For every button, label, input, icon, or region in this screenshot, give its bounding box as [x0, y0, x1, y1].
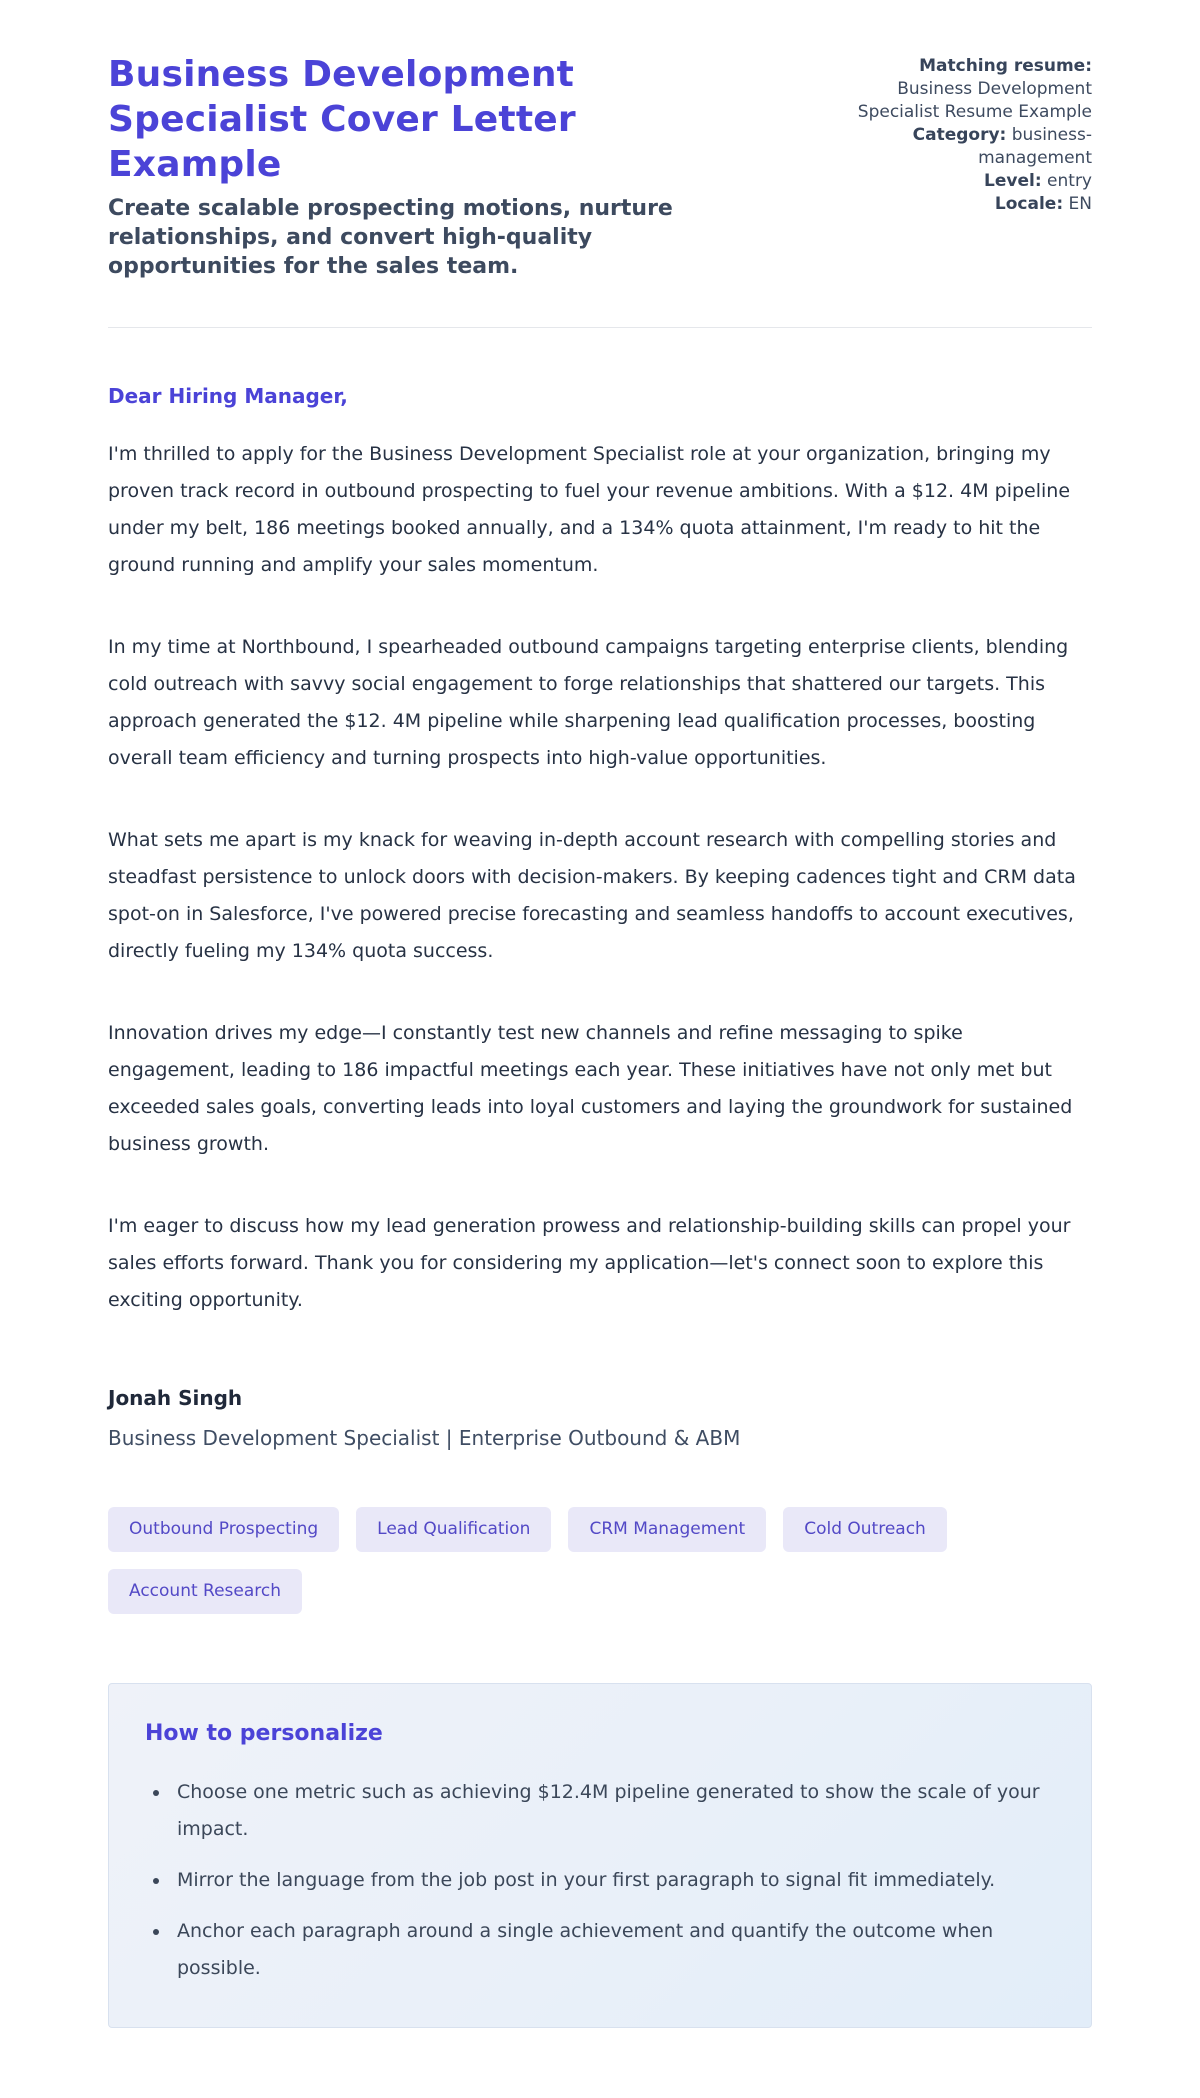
skill-tag-account-research[interactable]: Account Research: [108, 1569, 302, 1614]
personalize-tip: • Mirror the language from the job post in your first paragraph to signal fit immediately.: [171, 1862, 1053, 1899]
skill-tags-row: [108, 1507, 1092, 1614]
signature-block: [108, 1385, 1092, 1452]
meta-level-label: Level:: [984, 171, 1042, 191]
letter-paragraph: In my time at Northbound, I spearheaded outbound campaigns targeting enterprise clients, blending cold outreach with savvy social engagement to forge relationships that shattered our targets. This approach generated the $12. 4M pipeline while sharpening lead qualification processes, boosting overall team efficiency and turning prospects into high-value opportunities.: [108, 636, 1069, 769]
meta-locale: [844, 193, 1092, 216]
signature-role: Business Development Specialist | Enterprise Outbound & ABM: [108, 1426, 741, 1450]
page-title: Business Development Specialist Cover Letter Example: [108, 54, 576, 185]
resume-meta-block: [844, 55, 1092, 216]
personalize-tip: • Choose one metric such as achieving $12.4M pipeline generated to show the scale of your impact.: [171, 1774, 1053, 1848]
meta-level: [844, 170, 1092, 193]
meta-locale-value: EN: [1068, 194, 1092, 214]
letter-paragraph: I'm eager to discuss how my lead generation prowess and relationship-building skills can propel your sales efforts forward. Thank you for considering my application—let's connect soon to explore this exciting opportunity.: [108, 1215, 1071, 1311]
meta-category-label: Category:: [912, 125, 1007, 145]
skill-tag-lead-qualification[interactable]: Lead Qualification: [356, 1507, 551, 1552]
how-to-personalize-box: [108, 1683, 1092, 2028]
letter-greeting: Dear Hiring Manager,: [108, 384, 348, 408]
skill-tag-cold-outreach[interactable]: Cold Outreach: [783, 1507, 947, 1552]
meta-locale-label: Locale:: [994, 194, 1064, 214]
meta-matching-resume: [844, 55, 1092, 124]
skill-tag-outbound-prospecting[interactable]: Outbound Prospecting: [108, 1507, 339, 1552]
meta-category: [844, 124, 1092, 170]
meta-level-value: entry: [1047, 171, 1092, 191]
page-header: [108, 52, 1092, 281]
personalize-tip: • Anchor each paragraph around a single achievement and quantify the outcome when possible.: [171, 1913, 1053, 1987]
letter-body: [108, 436, 1092, 1319]
cover-letter-page: [108, 0, 1092, 2098]
meta-matching-resume-value: Business Development Specialist Resume Example: [857, 79, 1092, 122]
letter-paragraph: What sets me apart is my knack for weaving in-depth account research with compelling stories and steadfast persistence to unlock doors with decision-makers. By keeping cadences tight and CRM data spot-on in Salesforce, I've powered precise forecasting and seamless handoffs to account executives, directly fueling my 134% quota success.: [108, 829, 1076, 962]
how-to-personalize-heading: How to personalize: [145, 1721, 383, 1746]
page-subtitle: Create scalable prospecting motions, nurture relationships, and convert high-quality opportunities for the sales team.: [108, 196, 673, 279]
letter-paragraph: I'm thrilled to apply for the Business Development Specialist role at your organization, bringing my proven track record in outbound prospecting to fuel your revenue ambitions. With a $12. 4M pipeline under my belt, 186 meetings booked annually, and a 134% quota attainment, I'm ready to hit the ground running and amplify your sales momentum.: [108, 443, 1071, 576]
signature-name: Jonah Singh: [108, 1386, 243, 1410]
skill-tag-crm-management[interactable]: CRM Management: [568, 1507, 766, 1552]
meta-category-value: business-management: [978, 125, 1092, 168]
header-title-block: [108, 52, 708, 281]
how-to-personalize-list: [145, 1774, 1053, 1987]
header-divider: [108, 327, 1092, 328]
letter-paragraph: Innovation drives my edge—I constantly test new channels and refine messaging to spike engagement, leading to 186 impactful meetings each year. These initiatives have not only met but exceeded sales goals, converting leads into loyal customers and laying the groundwork for sustained business growth.: [108, 1022, 1073, 1155]
meta-matching-resume-label: Matching resume:: [919, 56, 1092, 76]
